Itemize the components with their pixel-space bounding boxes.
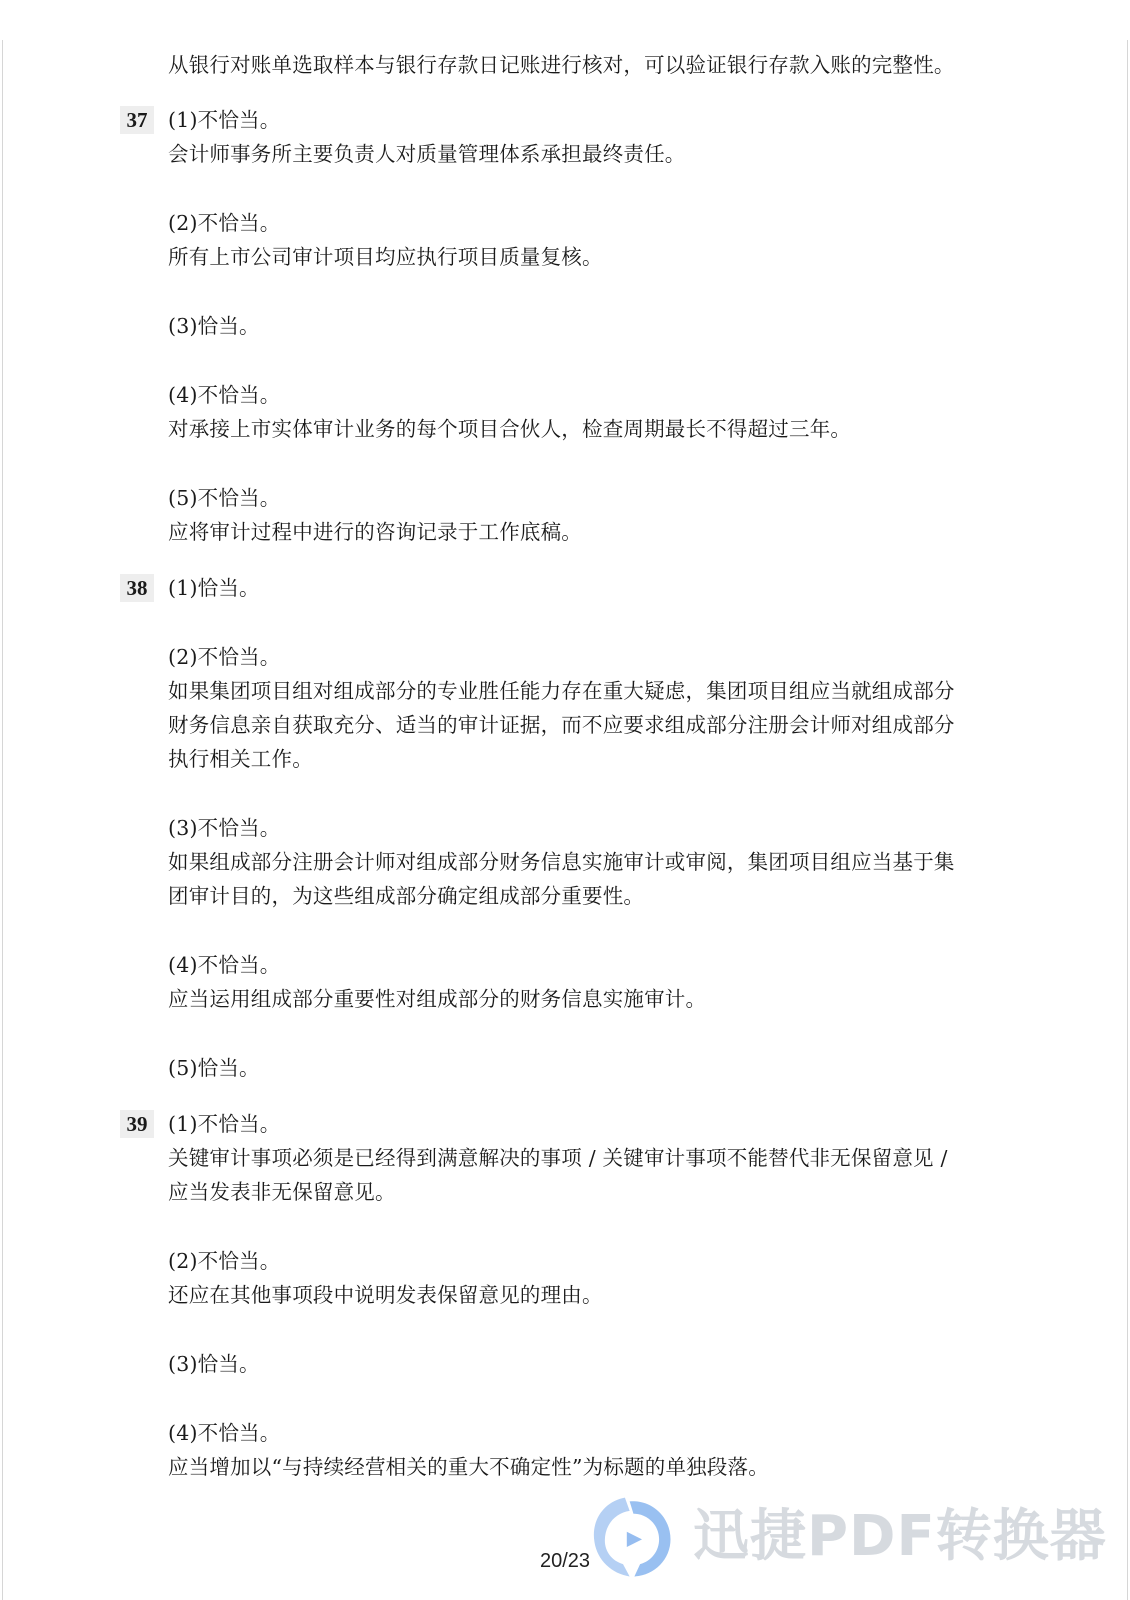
- answer-item: (4)不恰当。: [168, 1421, 281, 1445]
- answer-line: 应当运用组成部分重要性对组成部分的财务信息实施审计。: [168, 987, 707, 1011]
- answer-item: (5)恰当。: [168, 1056, 260, 1080]
- answer-line: 应将审计过程中进行的咨询记录于工作底稿。: [168, 520, 582, 544]
- question-number-39: 39: [120, 1110, 154, 1138]
- answer-item: (2)不恰当。: [168, 645, 281, 669]
- answer-item: (1)不恰当。: [168, 108, 281, 132]
- answer-item: (4)不恰当。: [168, 383, 281, 407]
- page-edge-left: [2, 40, 3, 1600]
- answer-item: (3)不恰当。: [168, 816, 281, 840]
- answer-line: 会计师事务所主要负责人对质量管理体系承担最终责任。: [168, 142, 686, 166]
- answer-line: 财务信息亲自获取充分、适当的审计证据，而不应要求组成部分注册会计师对组成部分: [168, 713, 955, 737]
- answer-line: 应当发表非无保留意见。: [168, 1180, 396, 1204]
- question-number-38: 38: [120, 574, 154, 602]
- answer-line: 应当增加以“与持续经营相关的重大不确定性”为标题的单独段落。: [168, 1455, 769, 1479]
- watermark-text: 迅捷PDF转换器: [693, 1504, 1107, 1569]
- answer-item: (2)不恰当。: [168, 1249, 281, 1273]
- answer-line: 如果集团项目组对组成部分的专业胜任能力存在重大疑虑，集团项目组应当就组成部分: [168, 679, 955, 703]
- answer-line: 关键审计事项必须是已经得到满意解决的事项 / 关键审计事项不能替代非无保留意见 /: [168, 1146, 948, 1170]
- answer-item: (5)不恰当。: [168, 486, 281, 510]
- answer-line: 对承接上市实体审计业务的每个项目合伙人，检查周期最长不得超过三年。: [168, 417, 852, 441]
- answer-item: (1)不恰当。: [168, 1112, 281, 1136]
- question-number-37: 37: [120, 106, 154, 134]
- answer-line: 从银行对账单选取样本与银行存款日记账进行核对，可以验证银行存款入账的完整性。: [168, 53, 955, 77]
- page-number: 20/23: [539, 1550, 591, 1572]
- answer-item: (1)恰当。: [168, 576, 260, 600]
- answer-item: (2)不恰当。: [168, 211, 281, 235]
- answer-item: (3)恰当。: [168, 314, 260, 338]
- answer-line: 所有上市公司审计项目均应执行项目质量复核。: [168, 245, 603, 269]
- answer-item: (4)不恰当。: [168, 953, 281, 977]
- answer-item: (3)恰当。: [168, 1352, 260, 1376]
- answer-line: 执行相关工作。: [168, 747, 313, 771]
- answer-line: 还应在其他事项段中说明发表保留意见的理由。: [168, 1283, 603, 1307]
- answer-line: 团审计目的，为这些组成部分确定组成部分重要性。: [168, 884, 645, 908]
- page-edge-right: [1127, 40, 1128, 1600]
- answer-line: 如果组成部分注册会计师对组成部分财务信息实施审计或审阅，集团项目组应当基于集: [168, 850, 955, 874]
